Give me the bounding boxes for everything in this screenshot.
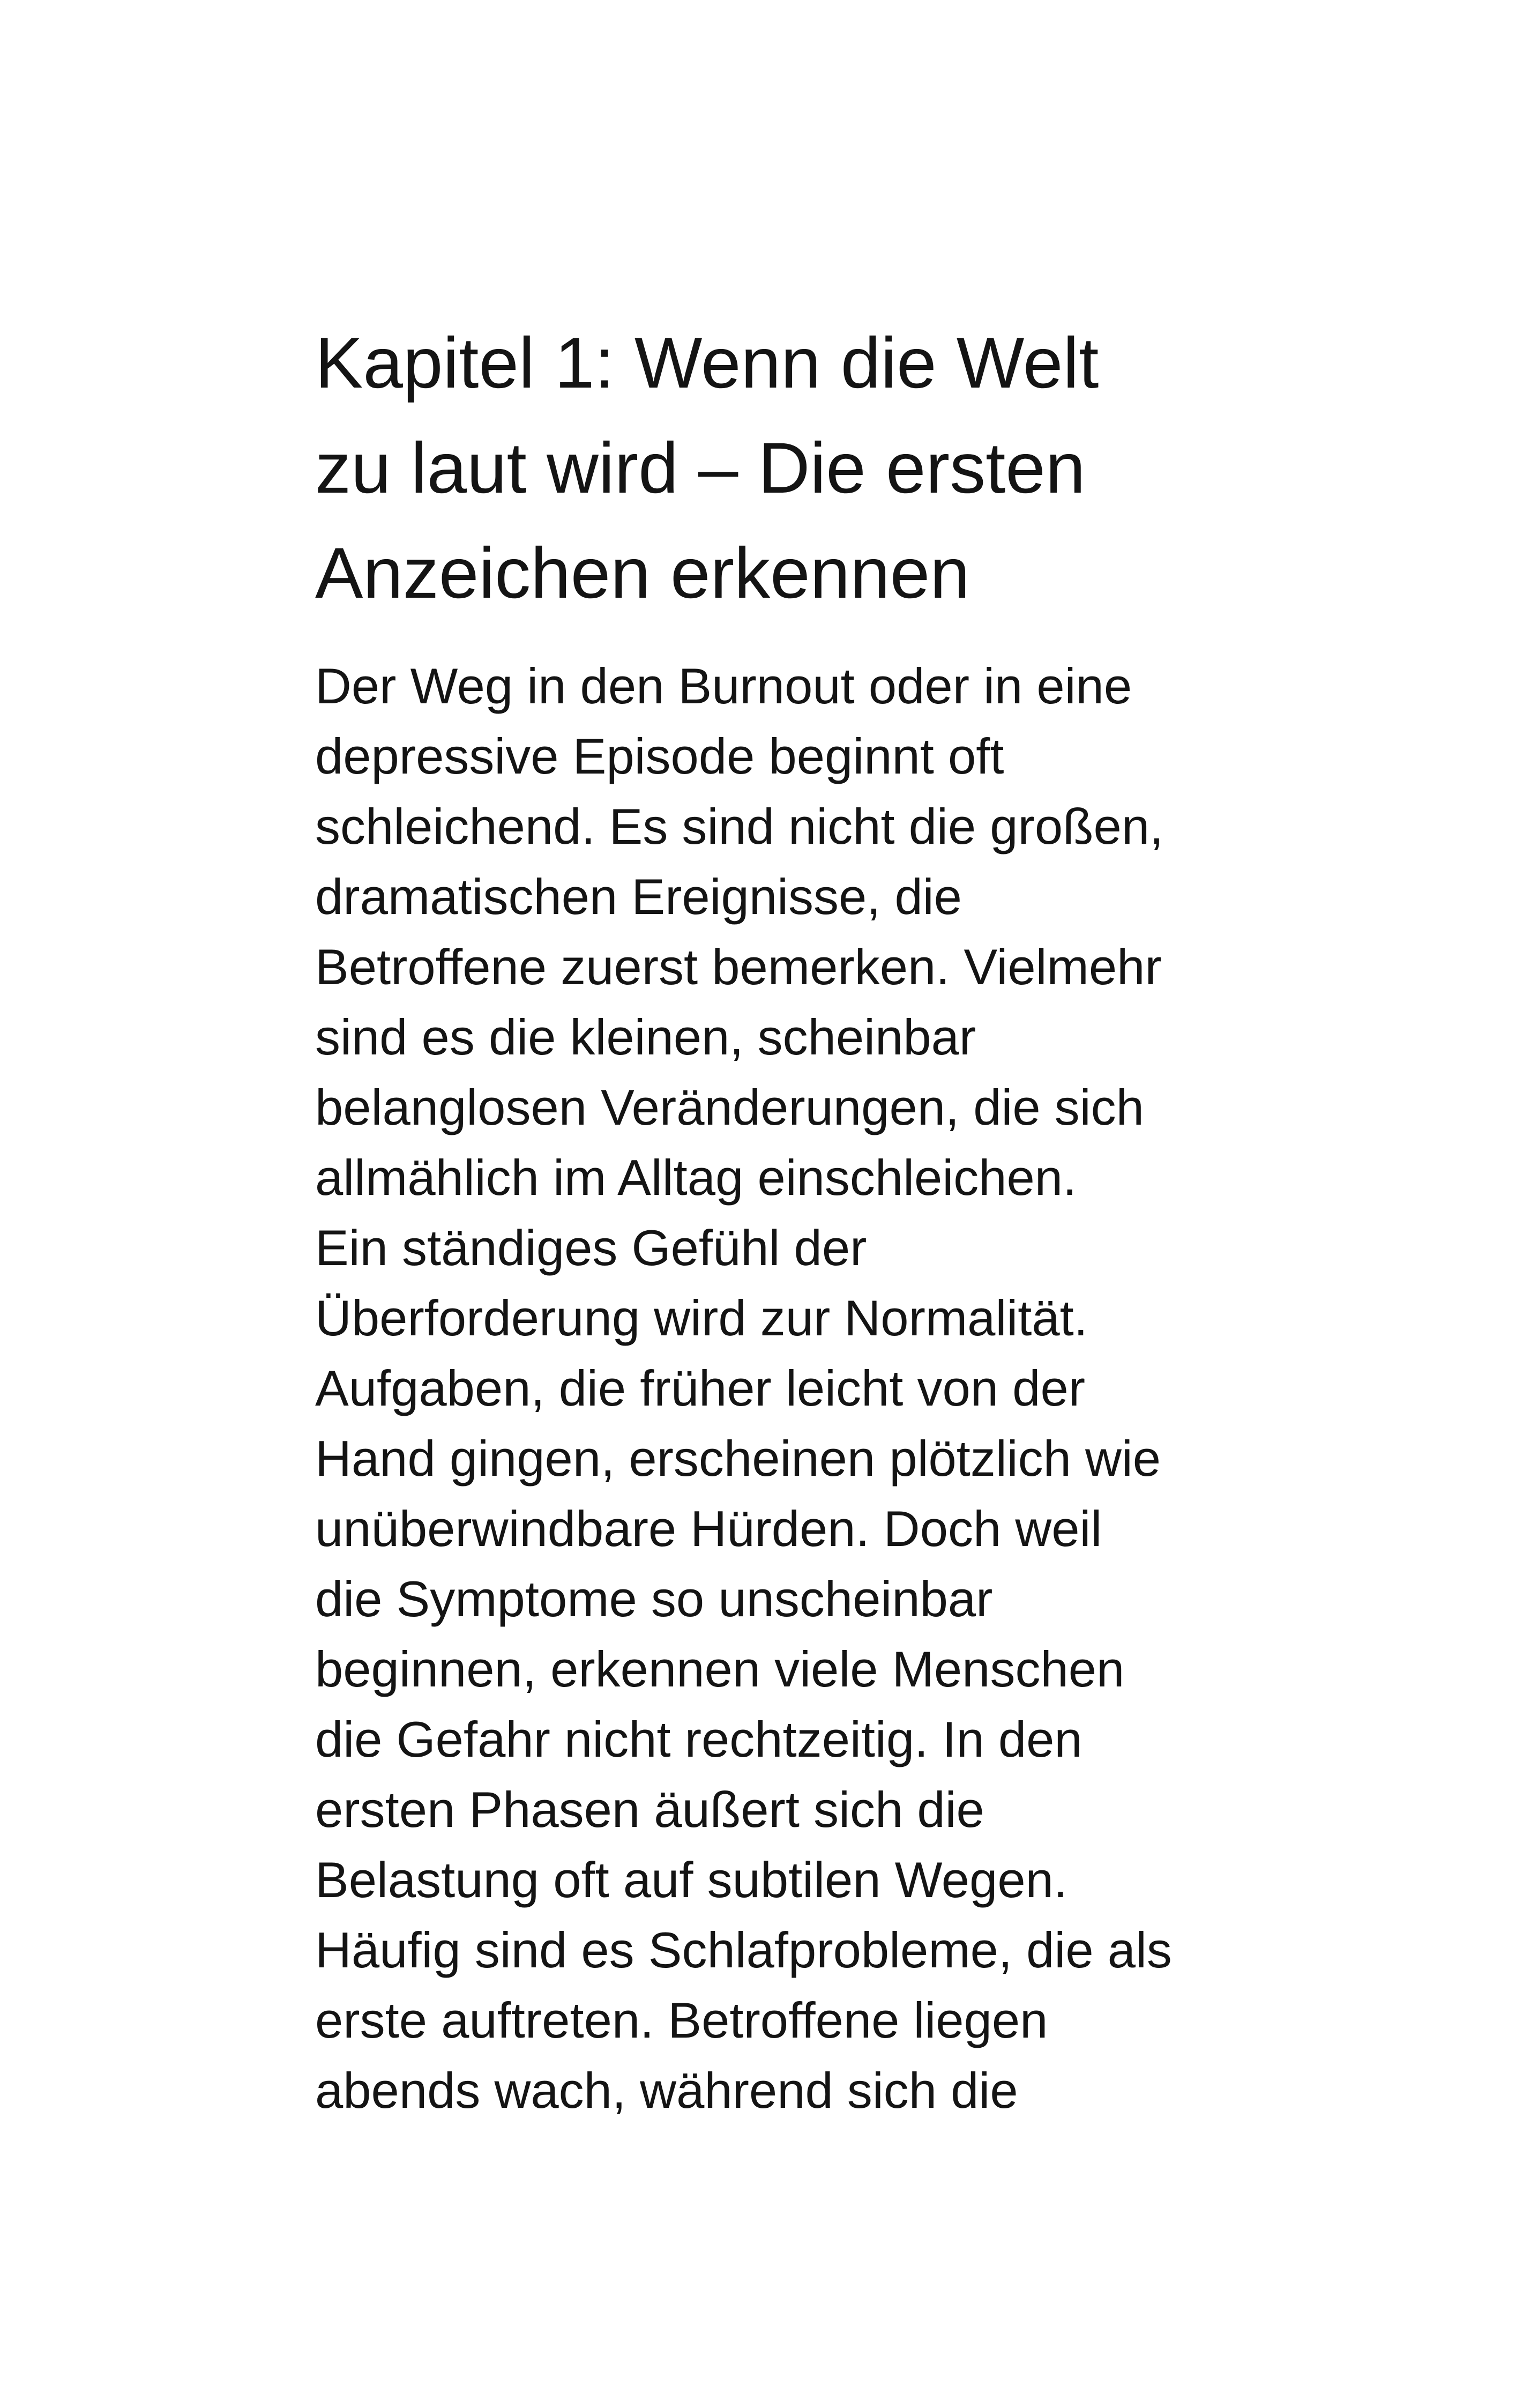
chapter-title-line: Kapitel 1: Wenn die Welt — [315, 323, 1099, 403]
body-line: allmählich im Alltag einschleichen. — [315, 1149, 1077, 1206]
body-line: ersten Phasen äußert sich die — [315, 1781, 984, 1838]
body-line: beginnen, erkennen viele Menschen — [315, 1641, 1125, 1697]
body-line: unüberwindbare Hürden. Doch weil — [315, 1500, 1102, 1557]
page-content — [315, 311, 1258, 2125]
body-line: sind es die kleinen, scheinbar — [315, 1009, 976, 1065]
body-line: die Gefahr nicht rechtzeitig. In den — [315, 1711, 1082, 1767]
body-line: Ein ständiges Gefühl der — [315, 1220, 867, 1276]
chapter-title — [315, 311, 1258, 626]
chapter-title-line: Anzeichen erkennen — [315, 533, 970, 613]
body-line: Der Weg in den Burnout oder in eine — [315, 658, 1132, 714]
body-line: belanglosen Veränderungen, die sich — [315, 1079, 1144, 1135]
body-line: Belastung oft auf subtilen Wegen. — [315, 1852, 1067, 1908]
body-line: Betroffene zuerst bemerken. Vielmehr — [315, 939, 1162, 995]
body-line: abends wach, während sich die — [315, 2062, 1018, 2119]
body-paragraph — [315, 651, 1258, 2125]
body-line: erste auftreten. Betroffene liegen — [315, 1992, 1048, 2048]
body-line: Aufgaben, die früher leicht von der — [315, 1360, 1086, 1416]
body-line: dramatischen Ereignisse, die — [315, 868, 962, 925]
body-line: die Symptome so unscheinbar — [315, 1571, 993, 1627]
body-line: schleichend. Es sind nicht die großen, — [315, 798, 1164, 854]
chapter-title-line: zu laut wird – Die ersten — [315, 428, 1086, 508]
body-line: Überforderung wird zur Normalität. — [315, 1290, 1088, 1346]
body-line: Häufig sind es Schlafprobleme, die als — [315, 1922, 1172, 1978]
body-line: Hand gingen, erscheinen plötzlich wie — [315, 1430, 1161, 1487]
body-line: depressive Episode beginnt oft — [315, 728, 1004, 784]
